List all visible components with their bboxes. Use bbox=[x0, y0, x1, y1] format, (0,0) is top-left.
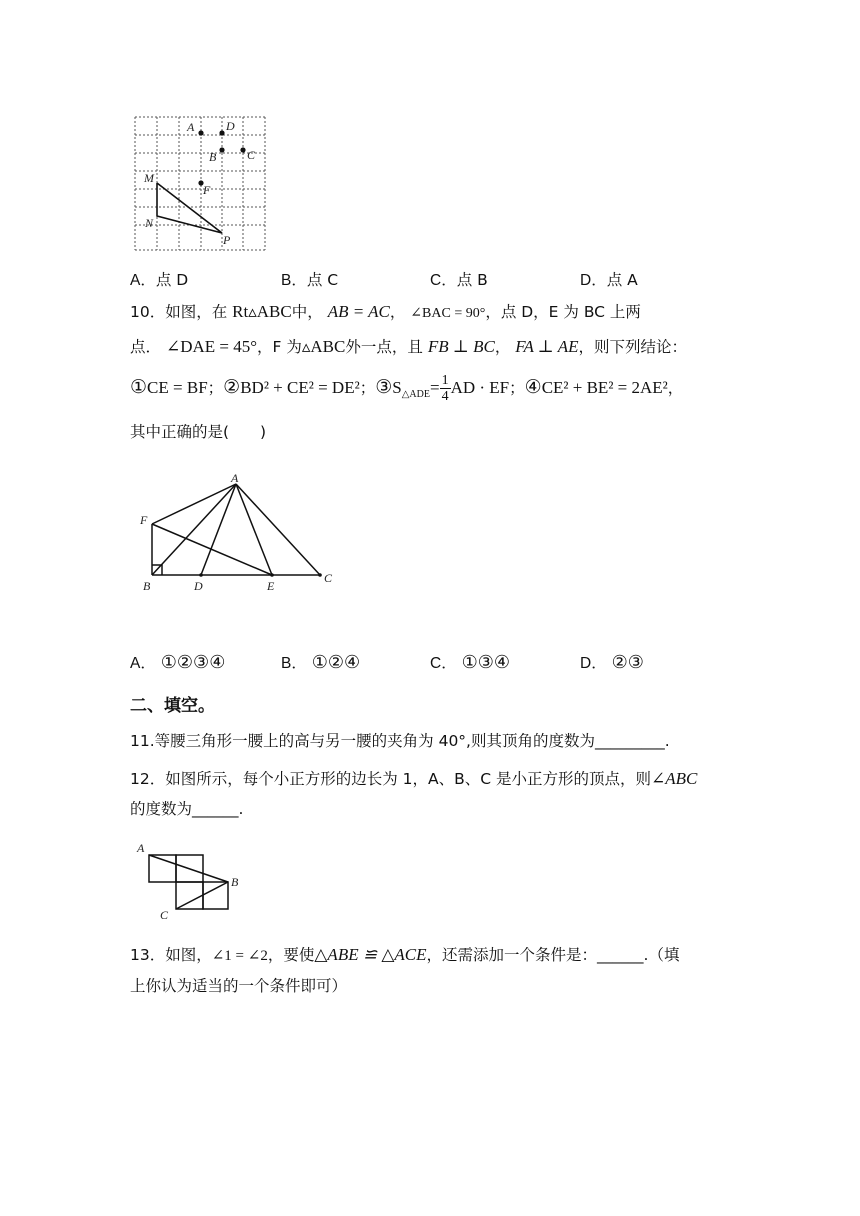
separator: ； bbox=[207, 379, 224, 397]
q13-text: ，还需添加一个条件是：______.（填 bbox=[426, 946, 680, 964]
q10-option-b[interactable] bbox=[281, 651, 360, 673]
q10-text: ，点 D，E 为 BC 上两 bbox=[485, 303, 641, 321]
conclusion-number: ② bbox=[223, 376, 241, 398]
option-letter: D． bbox=[580, 655, 607, 672]
option-text: ①②③④ bbox=[160, 652, 226, 673]
q10-option-d[interactable] bbox=[580, 651, 644, 673]
q10-text: 中， bbox=[291, 303, 323, 321]
section-heading: 二、填空。 bbox=[130, 696, 215, 716]
q10-text: 10．如图，在 bbox=[130, 303, 228, 321]
q10-option-a[interactable] bbox=[130, 651, 225, 673]
q10-text: ，则下列结论： bbox=[578, 338, 687, 356]
q13-math: ∠1 = ∠2 bbox=[211, 948, 268, 964]
q9-label-m: M bbox=[144, 171, 154, 185]
conclusion-3-equals: = bbox=[429, 378, 440, 397]
q10-option-c[interactable] bbox=[430, 651, 510, 673]
option-letter: B． bbox=[281, 272, 307, 289]
q10-text: 外一点，且 bbox=[345, 338, 423, 356]
q10-label-a: A bbox=[231, 471, 239, 485]
q10-label-d: D bbox=[194, 579, 203, 593]
q10-line4 bbox=[130, 421, 266, 443]
q10-text: ， bbox=[494, 338, 511, 356]
option-letter: C． bbox=[430, 655, 457, 672]
conclusion-3-rhs: AD · EF bbox=[450, 378, 510, 397]
q9-label-c: C bbox=[247, 148, 256, 162]
q9-label-f: F bbox=[203, 183, 211, 197]
option-letter: A． bbox=[130, 272, 156, 289]
conclusion-1: CE = BF bbox=[147, 378, 208, 397]
q10-math: FB ⊥ BC bbox=[427, 337, 495, 356]
fraction-numerator: 1 bbox=[441, 373, 449, 388]
q9-option-c[interactable] bbox=[430, 268, 488, 290]
q9-label-a: A bbox=[187, 120, 195, 134]
option-letter: C． bbox=[430, 272, 457, 289]
conclusion-3-fraction bbox=[440, 373, 451, 404]
option-text: 点 B bbox=[456, 271, 488, 289]
q10-line2 bbox=[130, 336, 687, 358]
q12-text: 12．如图所示，每个小正方形的边长为 1，A、B、C 是小正方形的顶点，则 bbox=[130, 770, 652, 788]
separator: ； bbox=[359, 379, 376, 397]
q10-math: ∠DAE = 45° bbox=[165, 337, 258, 356]
q9-label-n: N bbox=[145, 216, 154, 230]
q10-text: ，F 为 bbox=[257, 338, 302, 356]
conclusion-number: ③ bbox=[375, 376, 393, 398]
option-text: 点 A bbox=[606, 271, 638, 289]
separator: ， bbox=[667, 379, 684, 397]
q12-grid-figure bbox=[133, 838, 258, 923]
option-text: ②③ bbox=[611, 652, 644, 673]
option-text: ①③④ bbox=[461, 652, 511, 673]
q12-label-b: B bbox=[231, 875, 239, 889]
q10-label-b: B bbox=[143, 579, 151, 593]
conclusion-number: ① bbox=[130, 376, 148, 398]
option-text: 点 C bbox=[306, 271, 339, 289]
option-text: ①②④ bbox=[311, 652, 361, 673]
conclusion-3-area: S bbox=[392, 378, 402, 397]
q9-label-d: D bbox=[226, 119, 235, 133]
q12-line2: 的度数为______. bbox=[130, 800, 244, 818]
q10-label-f: F bbox=[140, 513, 148, 527]
q9-label-b: B bbox=[209, 150, 217, 164]
conclusion-number: ④ bbox=[524, 376, 542, 398]
q9-grid-figure bbox=[130, 113, 270, 253]
q13-line1 bbox=[130, 944, 679, 967]
conclusion-2: BD² + CE² = DE² bbox=[240, 378, 360, 397]
conclusion-4: CE² + BE² = 2AE² bbox=[541, 378, 668, 397]
q10-math: ∠BAC = 90° bbox=[410, 306, 486, 321]
q10-math: ▵ABC bbox=[301, 337, 346, 356]
q9-option-d[interactable] bbox=[580, 268, 638, 290]
conclusion-3-subscript: △ADE bbox=[401, 389, 430, 401]
option-letter: B． bbox=[281, 655, 307, 672]
separator: ； bbox=[509, 379, 525, 397]
q11-text: 11.等腰三角形一腰上的高与另一腰的夹角为 40°,则其顶角的度数为_________. bbox=[130, 732, 670, 750]
q13-text: 13．如图， bbox=[130, 946, 212, 964]
option-text: 点 D bbox=[155, 271, 189, 289]
q10-label-e: E bbox=[267, 579, 275, 593]
q12-label-a: A bbox=[137, 841, 145, 855]
q10-math: Rt▵ABC bbox=[232, 302, 292, 321]
q10-triangle-figure bbox=[135, 470, 355, 600]
option-letter: A． bbox=[130, 655, 156, 672]
q13-line2: 上你认为适当的一个条件即可） bbox=[130, 977, 348, 995]
q12-label-c: C bbox=[160, 908, 169, 922]
option-letter: D． bbox=[580, 272, 607, 289]
q10-text: 点． bbox=[130, 338, 162, 356]
q10-text: 其中正确的是( ) bbox=[130, 423, 267, 441]
q10-conclusions bbox=[130, 372, 683, 410]
fraction-denominator: 4 bbox=[441, 389, 449, 404]
q9-option-a[interactable] bbox=[130, 268, 188, 290]
q10-label-c: C bbox=[324, 571, 333, 585]
q10-math: FA ⊥ AE bbox=[515, 337, 579, 356]
q13-text: ，要使 bbox=[267, 946, 315, 964]
q10-text: ， bbox=[389, 303, 406, 321]
q10-math: AB = AC bbox=[327, 302, 390, 321]
q12-math: ∠ABC bbox=[651, 769, 698, 788]
q12-line1 bbox=[130, 768, 697, 790]
q13-math: △ABE ≌ △ACE bbox=[314, 945, 427, 964]
q9-label-p: P bbox=[223, 233, 231, 247]
q9-option-b[interactable] bbox=[281, 268, 338, 290]
q10-line1 bbox=[130, 301, 641, 325]
